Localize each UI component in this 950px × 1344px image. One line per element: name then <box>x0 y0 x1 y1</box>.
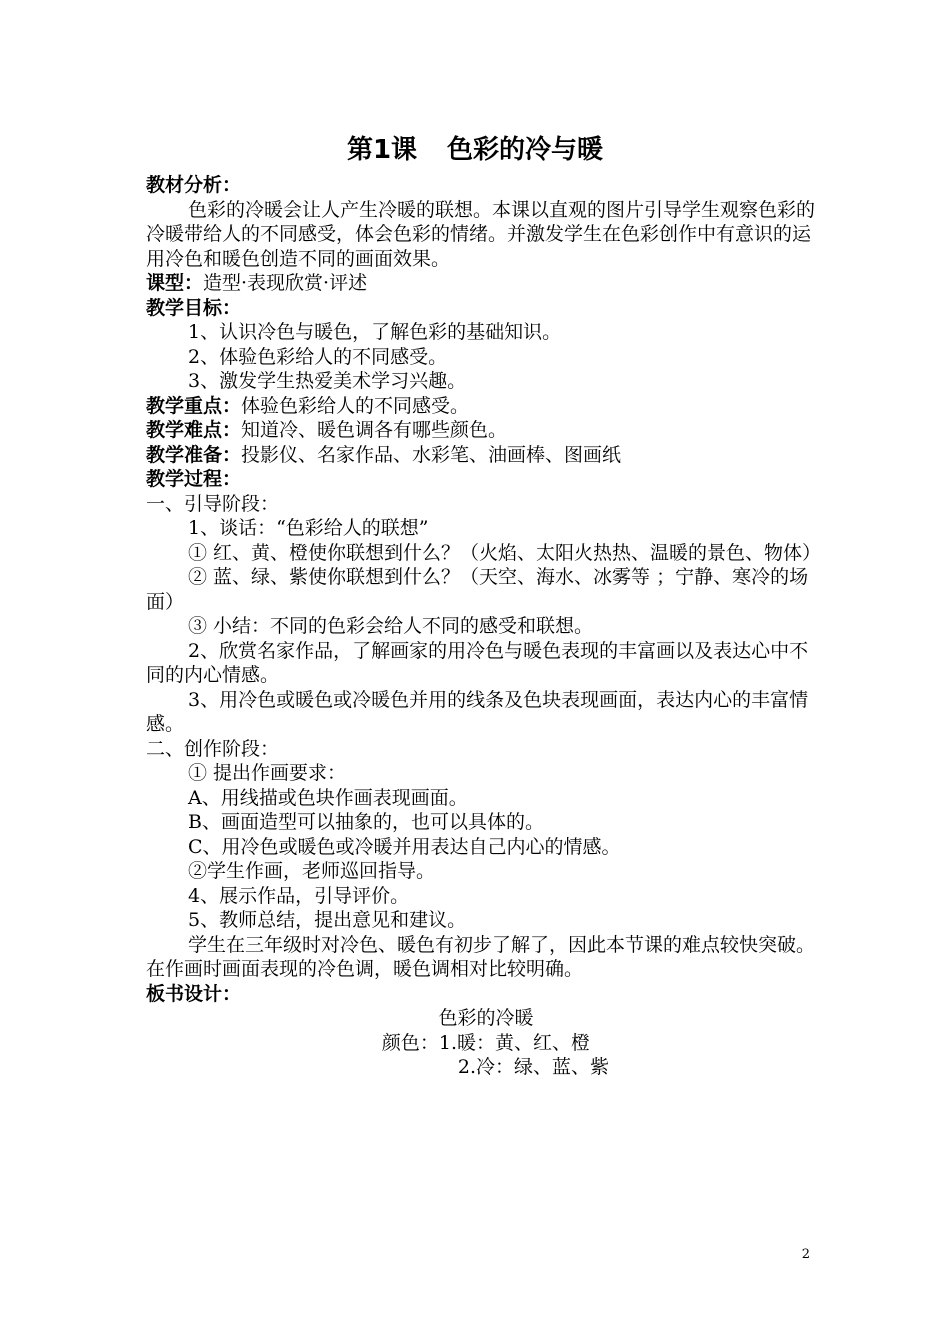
process-heading: 教学过程： <box>146 468 242 490</box>
page-number: 2 <box>801 1247 810 1262</box>
board-line: 2.冷：绿、蓝、紫 <box>457 1056 610 1078</box>
lesson-type-label: 课型： <box>146 272 204 294</box>
preparation-label: 教学准备： <box>146 443 242 466</box>
difficulty-label: 教学难点： <box>146 419 242 441</box>
stage1-item: ② 蓝、绿、紫使你联想到什么？（天空、海水、冰雾等 ；宁静、寒冷的场面） <box>146 566 809 613</box>
key-point-value: 体验色彩给人的不同感受。 <box>241 394 470 417</box>
analysis-text: 色彩的冷暖会让人产生冷暖的联想。本课以直观的图片引导学生观察色彩的冷暖带给人的不同感受，体会色彩的情绪。并激发学生在色彩创作中有意识的运用冷色和暖色创造不同的画面效果。 <box>146 198 816 270</box>
stage2-item: 4、展示作品，引导评价。 <box>188 884 410 907</box>
stage2-item: 学生在三年级时对冷色、暖色有初步了解了，因此本节课的难点较快突破。在作画时画面表现的冷色调，暖色调相对比较明确。 <box>146 933 816 980</box>
stage1-item: ③ 小结：不同的色彩会给人不同的感受和联想。 <box>188 615 594 637</box>
stage1-item: 2、欣赏名家作品，了解画家的用冷色与暖色表现的丰富画以及表达心中不同的内心情感。 <box>146 639 809 686</box>
key-point <box>146 394 826 419</box>
board-line: 颜色：1.暖：黄、红、橙 <box>381 1031 591 1054</box>
stage1-item: 3、用冷色或暖色或冷暖色并用的线条及色块表现画面，表达内心的丰富情感。 <box>146 688 809 735</box>
stage2-item: A、用线描或色块作画表现画面。 <box>188 786 468 809</box>
difficulty <box>146 418 826 443</box>
board-heading: 板书设计： <box>146 982 242 1005</box>
stage2-item: ②学生作画，老师巡回指导。 <box>188 860 436 882</box>
stage1-heading: 一、引导阶段： <box>146 492 280 515</box>
page-title <box>0 130 950 170</box>
document-body <box>146 173 826 1080</box>
goal-item: 1、认识冷色与暖色，了解色彩的基础知识。 <box>188 321 562 343</box>
stage1-item: ① 红、黄、橙使你联想到什么？（火焰、太阳火热热、温暖的景色、物体） <box>188 541 822 564</box>
difficulty-value: 知道冷、暖色调各有哪些颜色。 <box>241 419 508 441</box>
goals-heading: 教学目标： <box>146 296 242 319</box>
stage2-heading: 二、创作阶段： <box>146 737 280 760</box>
lesson-topic: 色彩的冷与暖 <box>447 135 604 165</box>
key-point-label: 教学重点： <box>146 394 242 417</box>
preparation-value: 投影仪、名家作品、水彩笔、油画棒、图画纸 <box>241 443 622 466</box>
stage2-item: C、用冷色或暖色或冷暖并用表达自己内心的情感。 <box>188 835 621 858</box>
board-line: 色彩的冷暖 <box>438 1007 534 1029</box>
goal-item: 2、体验色彩给人的不同感受。 <box>188 345 448 368</box>
lesson-type-value: 造型·表现欣赏·评述 <box>203 272 368 294</box>
stage2-item: B、画面造型可以抽象的，也可以具体的。 <box>188 811 544 833</box>
stage2-item: 5、教师总结，提出意见和建议。 <box>188 909 467 931</box>
board-design <box>146 1006 826 1080</box>
lesson-number: 第1课 <box>346 135 418 165</box>
analysis-heading: 教材分析： <box>146 174 242 196</box>
stage2-item: ① 提出作画要求： <box>188 762 347 784</box>
goal-item: 3、激发学生热爱美术学习兴趣。 <box>188 370 467 392</box>
preparation <box>146 443 826 468</box>
lesson-type <box>146 271 826 296</box>
stage1-item: 1、谈话：“色彩给人的联想” <box>188 517 429 539</box>
